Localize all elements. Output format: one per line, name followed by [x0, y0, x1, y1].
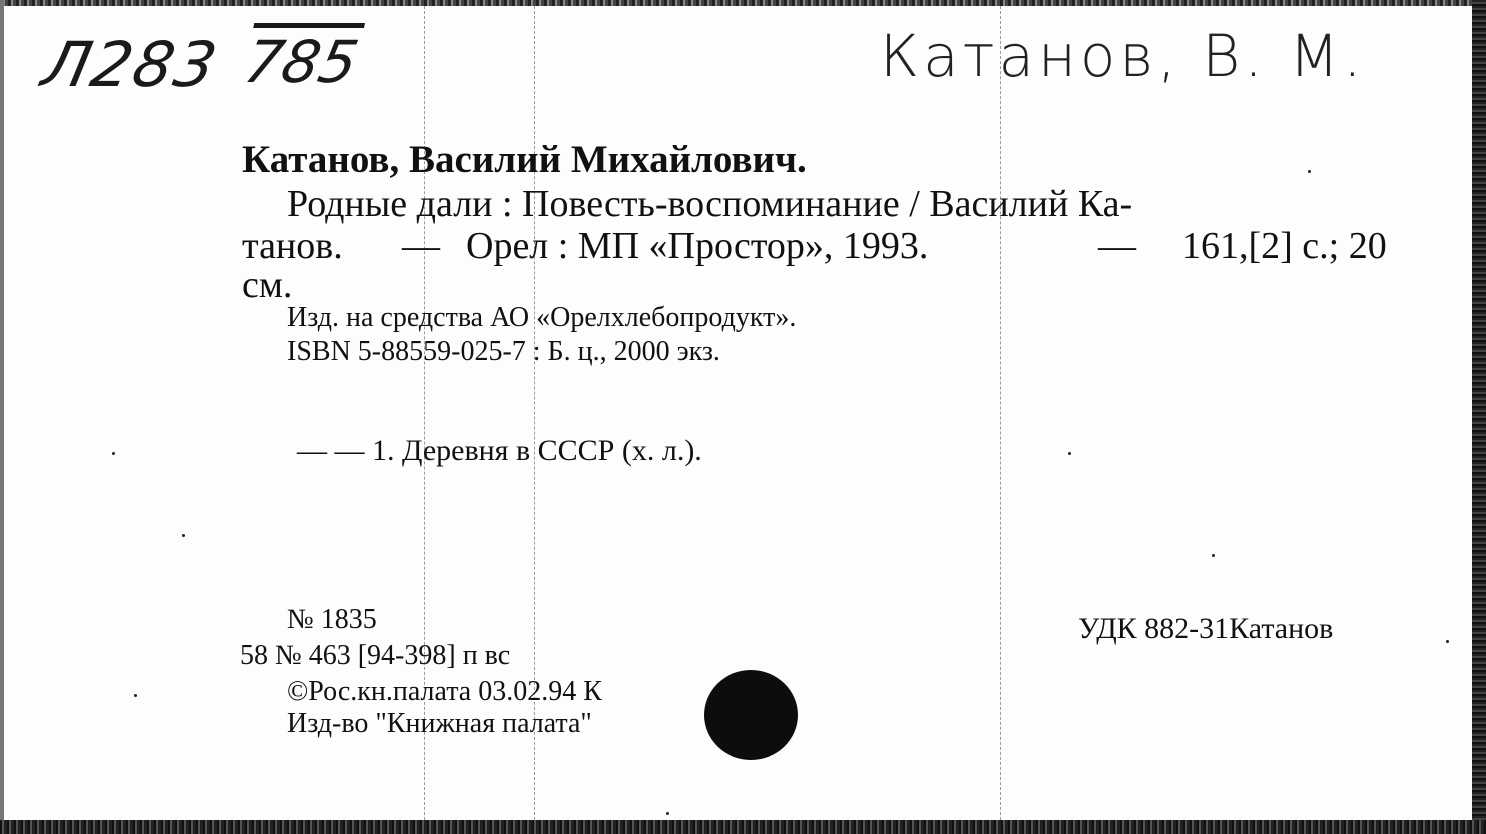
- author-heading: Катанов, Василий Михайлович.: [242, 138, 807, 181]
- title-line-2-part: танов.: [242, 225, 343, 267]
- bottom-border: [0, 820, 1486, 834]
- publisher-line: Изд-во "Книжная палата": [287, 708, 592, 739]
- record-line: 58 № 463 [94-398] п вс: [240, 640, 511, 671]
- speck: [182, 534, 185, 537]
- right-border: [1472, 0, 1486, 834]
- title-line-2-part: 161,[2] с.; 20: [1182, 225, 1387, 267]
- speck: [112, 452, 115, 455]
- speck: [134, 694, 137, 697]
- note-line: Изд. на средства АО «Орелхлебопродукт».: [287, 302, 797, 333]
- handwritten-author: Катанов, В. М.: [880, 22, 1366, 90]
- punch-hole: [704, 670, 798, 760]
- handwritten-shelf-mark-2: 785: [238, 28, 364, 96]
- crease-line: [1000, 6, 1002, 820]
- udc-line: УДК 882-31Катанов: [1078, 612, 1334, 645]
- speck: [1068, 452, 1071, 455]
- left-edge: [0, 0, 4, 834]
- top-border: [0, 0, 1486, 6]
- speck: [1446, 640, 1449, 643]
- title-line-2-part: —: [1098, 225, 1136, 267]
- speck: [666, 812, 669, 815]
- speck: [1308, 170, 1311, 173]
- title-line-2-part: —: [402, 225, 440, 267]
- title-line-2-part: Орел : МП «Простор», 1993.: [466, 225, 929, 267]
- speck: [1212, 554, 1215, 557]
- subject-line: — — 1. Деревня в СССР (х. л.).: [297, 434, 702, 467]
- isbn-line: ISBN 5-88559-025-7 : Б. ц., 2000 экз.: [287, 336, 720, 367]
- copyright-line: ©Рос.кн.палата 03.02.94 К: [287, 676, 602, 707]
- title-line-3: см.: [242, 264, 293, 306]
- title-line-1: Родные дали : Повесть-воспоминание / Василий Ка-: [287, 183, 1133, 225]
- handwritten-shelf-mark: Л283: [36, 28, 225, 101]
- number-line: № 1835: [287, 604, 377, 635]
